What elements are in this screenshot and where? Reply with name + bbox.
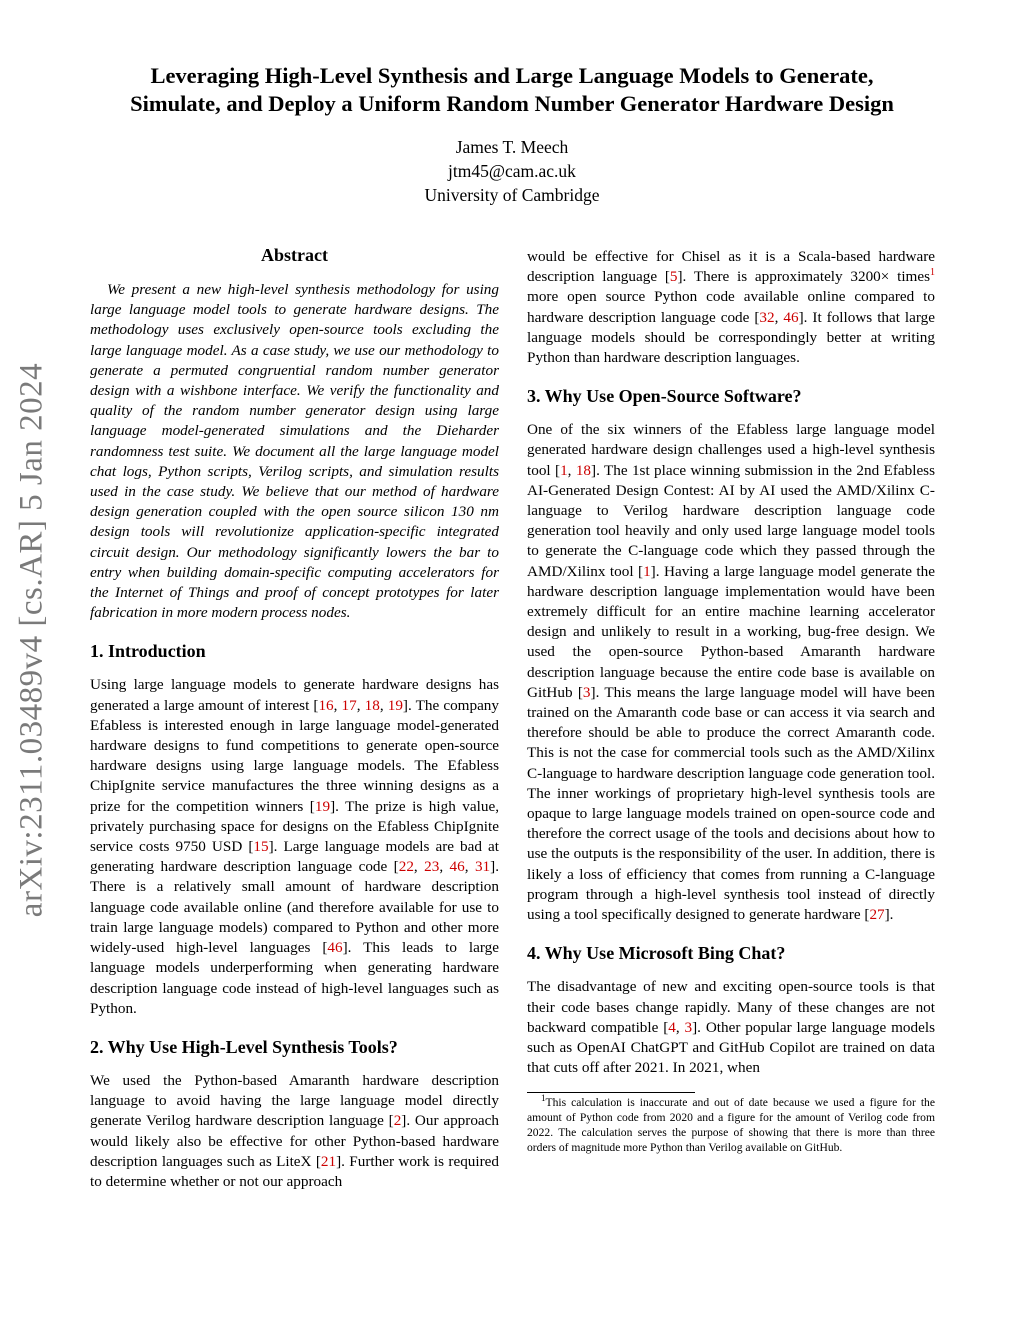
section-1-paragraph: Using large language models to generate hardware designs has generated a large amount of interest [16, 17, 18, 19]. The company Efabless is interested enough in large language model-generated hardware designs to fund competitions to generate open-source hardware designs using large language models. The Efabless ChipIgnite service manufactures the three winning designs as a prize for the competition winners [19]. The prize is high value, privately purchasing space for designs on the Efabless ChipIgnite service costs 9750 USD [15]. Large language models are bad at generating hardware description language code [22, 23, 46, 31]. There is a relatively small amount of hardware description language code available online (and therefore available for use to train large language models) compared to Python and other more widely-used high-level languages [46]. This leads to large language models underperforming when generating hardware description language code instead of high-level languages such as Python. xyxy=(90,676,500,1017)
citation-link[interactable]: 1 xyxy=(560,461,568,479)
arxiv-identifier: arXiv:2311.03489v4 [cs.AR] 5 Jan 2024 xyxy=(13,362,50,918)
abstract-text: We present a new high-level synthesis methodology for using large language model tools to generate hardware designs. The methodology uses exclusively open-source tools excluding the large language model. As a case study, we use our methodology to generate a permuted congruential random number generator design with a wishbone interface. We verify the functionality and quality of the random number generator design using large language model-generated simulations and the Dieharder randomness test suite. We document all the large language model chat logs, Python scripts, Verilog scripts, and simulation results used in the case study. We believe that our method of hardware design generation coupled with the open source silicon 130 nm design tools will revolutionize application-specific integrated circuit design. Our methodology significantly lowers the bar to entry when building domain-specific computing accelerators for the Internet of Things and proof of concept prototypes for later fabrication in more modern process nodes. xyxy=(90,281,499,622)
citation-link[interactable]: 3 xyxy=(582,683,591,701)
citation-link[interactable]: 22 xyxy=(398,858,414,876)
citation-link[interactable]: 18 xyxy=(364,696,380,714)
author-email: jtm45@cam.ac.uk xyxy=(448,161,576,181)
footnote-marker[interactable]: 1 xyxy=(930,267,935,279)
author-name: James T. Meech xyxy=(455,137,569,157)
footnote-number: 1 xyxy=(541,1093,546,1104)
footnote xyxy=(527,1093,935,1155)
citation-link[interactable]: 21 xyxy=(320,1152,337,1170)
paper-title xyxy=(60,62,964,118)
section-2-paragraph-part-1: We used the Python-based Amaranth hardware description language to avoid having the large language model directly generate Verilog hardware description language [2]. Our approach would likely also be effective for other Python-based hardware description languages such as LiteX [21]. Further work is required to determine whether or not our approach xyxy=(90,1071,499,1190)
citation-link[interactable]: 17 xyxy=(341,696,357,714)
right-column xyxy=(527,247,935,1156)
citation-link[interactable]: 1 xyxy=(643,562,651,580)
section-3-paragraph: One of the six winners of the Efabless large language model generated hardware design challenges used a high-level synthesis tool [1, 18]. The 1st place winning submission in the 2nd Efabless AI-Generated Design Contest: AI by AI used the AMD/Xilinx C-language to Verilog hardware description language code generation tool heavily and only used large language model tools to generate the C-language code which they passed through the AMD/Xilinx tool [1]. Having a large language model generate the hardware description language implementation would have been extremely difficult for an entire machine learning accelerator design and unlikely to result in a working, bug-free design. We used the open-source Python-based Amaranth hardware description language because the entire code base is available on GitHub [3]. This means the large language model will have been trained on the Amaranth code base or can access it via search and therefore should be able to produce the correct Amaranth code. This is not the case for commercial tools such as the AMD/Xilinx C-language to hardware description language code generation tool. The inner workings of proprietary high-level synthesis tools are opaque to large language models trained on open-source code and therefore the correct usage of the tools and decisions about how to use the outputs is the responsibility of the user. In addition, there is likely a loss of efficiency that comes from running a C-language program through a high-level synthesis tool instead of directly using a tool specifically designed to generate hardware [27]. xyxy=(527,421,936,924)
citation-link[interactable]: 15 xyxy=(253,838,269,856)
citation-link[interactable]: 32 xyxy=(759,308,775,326)
citation-link[interactable]: 2 xyxy=(393,1112,402,1130)
citation-link[interactable]: 46 xyxy=(449,858,465,876)
citation-link[interactable]: 16 xyxy=(318,696,334,714)
citation-link[interactable]: 19 xyxy=(387,696,403,714)
citation-link[interactable]: 46 xyxy=(327,939,343,957)
citation-link[interactable]: 27 xyxy=(869,906,885,924)
section-2-paragraph-part-2: would be effective for Chisel as it is a Scala-based hardware description language [5]. There is approximately 3200× times$^1$ more open source Python code available online compared to hardware description language code [32, 46]. It follows that large language models should be correspondingly better at writing Python than hardware description languages. xyxy=(527,248,936,367)
footnote-divider xyxy=(527,1092,695,1093)
author-block xyxy=(200,135,824,207)
section-1-heading: 1. Introduction xyxy=(90,641,206,662)
abstract-heading: Abstract xyxy=(261,245,328,265)
section-4-heading: 4. Why Use Microsoft Bing Chat? xyxy=(527,943,786,964)
section-3-heading: 3. Why Use Open-Source Software? xyxy=(527,386,802,407)
citation-link[interactable]: 23 xyxy=(424,858,440,876)
citation-link[interactable]: 5 xyxy=(669,268,678,286)
section-4-paragraph: The disadvantage of new and exciting open-source tools is that their code bases change rapidly. Many of these changes are not backward compatible [4, 3]. Other popular large language models such as OpenAI ChatGPT and GitHub Copilot are trained on data that cuts off after 2021. In 2021, when xyxy=(527,978,935,1077)
left-column xyxy=(90,244,499,1192)
citation-link[interactable]: 3 xyxy=(684,1018,693,1036)
citation-link[interactable]: 19 xyxy=(314,797,331,815)
citation-link[interactable]: 4 xyxy=(668,1018,676,1036)
citation-link[interactable]: 18 xyxy=(575,461,592,479)
title-line-2: Simulate, and Deploy a Uniform Random Number Generator Hardware Design xyxy=(130,91,894,116)
author-affiliation: University of Cambridge xyxy=(424,185,600,205)
title-line-1: Leveraging High-Level Synthesis and Large Language Models to Generate, xyxy=(150,63,874,88)
citation-link[interactable]: 31 xyxy=(474,858,491,876)
citation-link[interactable]: 46 xyxy=(783,308,799,326)
footnote-text: This calculation is inaccurate and out of date because we used a figure for the amount of Python code from 2020 and a figure for the amount of Verilog code from 2022. The calculation serves the purpose of showing that there is more than three orders of magnitude more Python than Verilog available on GitHub. xyxy=(527,1096,935,1154)
section-2-heading: 2. Why Use High-Level Synthesis Tools? xyxy=(90,1036,398,1057)
